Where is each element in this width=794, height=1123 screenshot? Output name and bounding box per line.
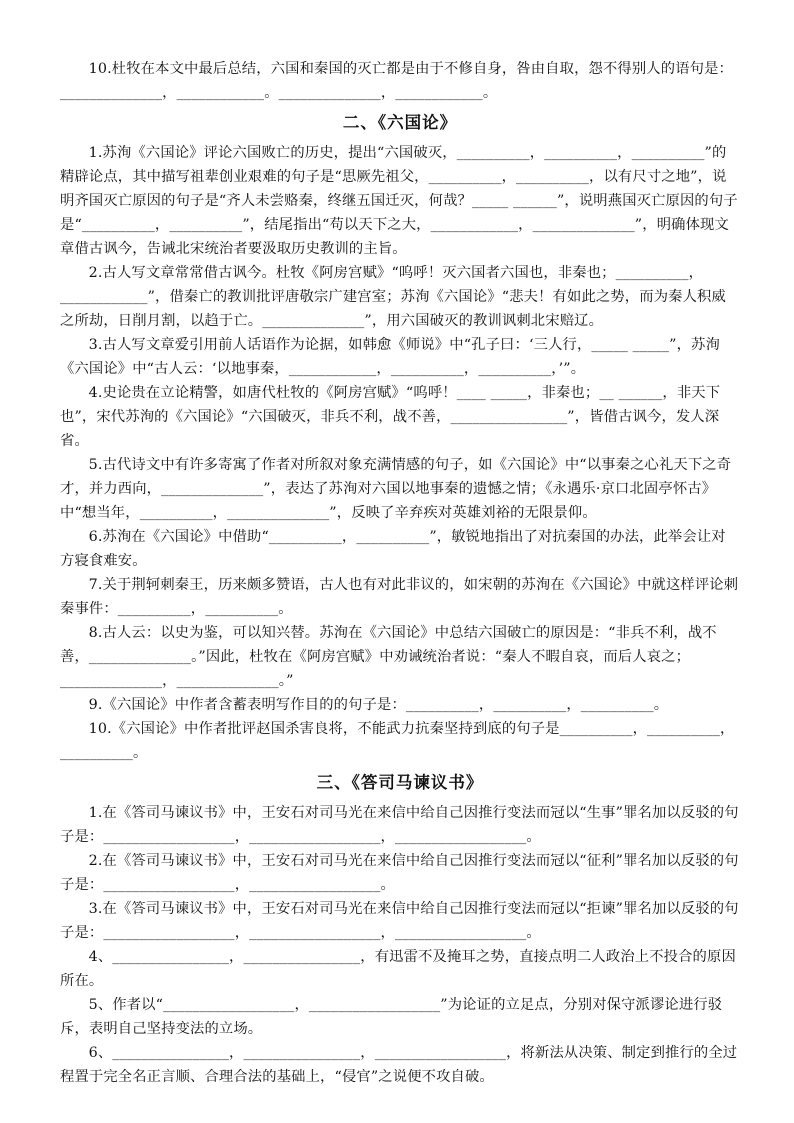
- section-title-liuguolun: 二、《六国论》: [342, 113, 458, 132]
- question-item: 3.古人写文章爱引用前人话语作为论据，如韩愈《师说》中“孔子曰：‘三人行，_____ _____”，苏洵《六国论》中“古人云：‘以地事秦，____________，__________，__________，’”。: [60, 337, 720, 377]
- question-item: 6、________________，________________，__________________，将新法从决策、制定到推行的全过程置于完全名正言顺、合理合法的基础上，“侵官”之说便不攻自破。: [60, 1045, 738, 1085]
- question-item: 6.苏洵在《六国论》中借助“__________，__________”，敏锐地指出了对抗秦国的办法，此举会让对方寝食难安。: [60, 529, 726, 569]
- question-item: 5、作者以“__________________，__________________”为论证的立足点，分别对保守派谬论进行驳斥，表明自己坚持变法的立场。: [60, 997, 723, 1037]
- question-item: 2.在《答司马谏议书》中，王安石对司马光在来信中给自己因推行变法而冠以“征利”罪名加以反驳的句子是：__________________，__________________。: [60, 853, 739, 893]
- section-dasimajianyishu-questions: [60, 801, 740, 1089]
- question-item: 1.在《答司马谏议书》中，王安石对司马光在来信中给自己因推行变法而冠以“生事”罪名加以反驳的句子是：__________________，__________________，__________________。: [60, 805, 739, 845]
- question-item: 9.《六国论》中作者含蓄表明写作目的的句子是：__________，__________，__________。: [88, 697, 669, 713]
- question-item: 10.《六国论》中作者批评赵国杀害良将，不能武力抗秦坚持到底的句子是__________，__________，__________。: [60, 721, 735, 761]
- document-page: [60, 57, 740, 1089]
- intro-question: 10.杜牧在本文中最后总结，六国和秦国的灭亡都是由于不修自身，咎由自取，怨不得别人的语句是：______________，____________。______________，____________。: [60, 61, 733, 101]
- question-item: 7.关于荆轲刺秦王，历来颇多赞语，古人也有对此非议的，如宋朝的苏洵在《六国论》中就这样评论刺秦事件：__________，__________。: [60, 577, 739, 617]
- question-item: 2.古人写文章常常借古讽今。杜牧《阿房宫赋》“呜呼！灭六国者六国也，非秦也；__________，____________”，借秦亡的教训批评唐敬宗广建宫室；苏洵《六国论》“悲夫！有如此之势，而为秦人积威之所劫，日削月割，以趋于亡。______________”，用六国破灭的教训讽刺北宋赔辽。: [60, 265, 726, 329]
- question-item: 3.在《答司马谏议书》中，王安石对司马光在来信中给自己因推行变法而冠以“拒谏”罪名加以反驳的句子是：__________________，__________________，__________________。: [60, 901, 739, 941]
- question-item: 8.古人云：以史为鉴，可以知兴替。苏洵在《六国论》中总结六国破亡的原因是：“非兵不利，战不善，______________。”因此，杜牧在《阿房宫赋》中劝诫统治者说：“秦人不暇自哀，而后人哀之；______________，______________。”: [60, 625, 717, 689]
- section-title-dasimajianyishu: 三、《答司马谏议书》: [316, 773, 484, 792]
- section-liuguolun-questions: [60, 141, 740, 765]
- question-item: 4、________________，________________，有迅雷不及掩耳之势，直接点明二人政治上不投合的原因所在。: [60, 949, 736, 989]
- question-item: 5.古代诗文中有许多寄寓了作者对所叙对象充满情感的句子，如《六国论》中“以事秦之心礼天下之奇才，并力西向，______________”，表达了苏洵对六国以地事秦的遗憾之情；《永遇乐·京口北固亭怀古》中“想当年，__________，______________”，反映了辛弃疾对英雄刘裕的无限景仰。: [60, 457, 732, 521]
- question-item: 4.史论贵在立论精警，如唐代杜牧的《阿房宫赋》“呜呼！____ _____，非秦也；__ ______，非天下也”，宋代苏洵的《六国论》“六国破灭，非兵不利，战不善，________________”，皆借古讽今，发人深省。: [60, 385, 721, 449]
- question-item: 1.苏洵《六国论》评论六国败亡的历史，提出“六国破灭，__________，__________，__________”的精辟论点，其中描写祖辈创业艰难的句子是“思厥先祖父，__________，__________，以有尺寸之地”，说明齐国灭亡原因的句子是“齐人未尝赂秦，终继五国迁灭，何哉？_____ ______”，说明燕国灭亡原因的句子是“__________，__________”，结尾指出“苟以天下之大，____________，______________”，明确体现文章借古讽今，告诫北宋统治者要汲取历史教训的主旨。: [60, 145, 738, 257]
